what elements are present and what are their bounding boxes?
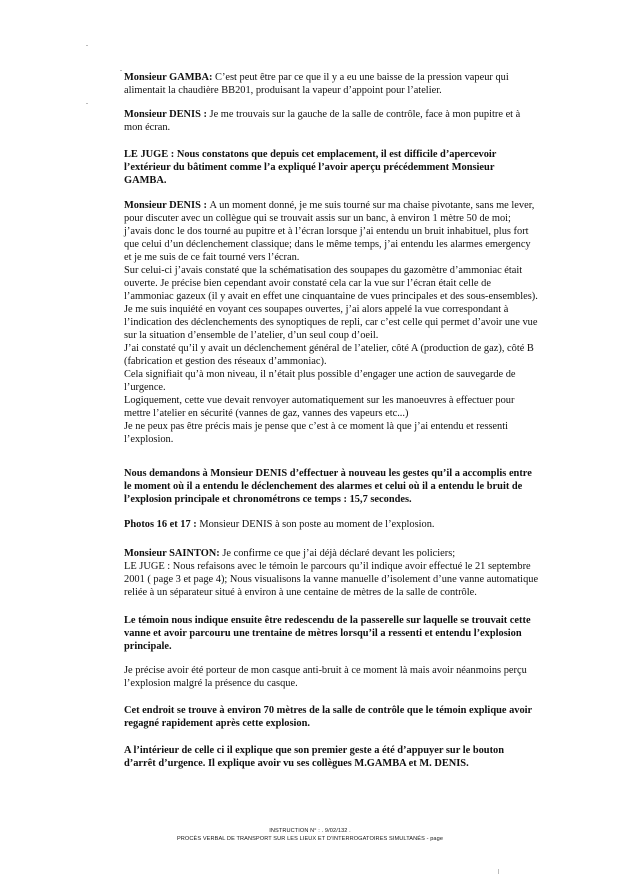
speaker-separator: : (200, 109, 210, 120)
text-line: le moment où il a entendu le déclenchement des alarmes et celui où il a entendu le bruit de (124, 481, 523, 492)
paragraph-denis-statement-1 (124, 108, 564, 134)
speaker-label: Photos 16 et 17 (124, 519, 191, 530)
text-line: Je me trouvais sur la gauche de la salle de contrôle, face à mon pupitre et à (209, 109, 521, 120)
scan-mark (498, 869, 499, 874)
text-line: 2001 ( page 3 et page 4); Nous visualisons la vanne manuelle d’isolement d’une vanne automatique (124, 574, 539, 585)
text-line: sur la situation d’ensemble de l’atelier, d’un seul coup d’oeil. (124, 330, 379, 341)
text-line: GAMBA. (124, 175, 167, 186)
text-line: Nous demandons à Monsieur DENIS d’effectuer à nouveau les gestes qu’il a accomplis entre (124, 468, 532, 479)
text-line: l’explosion principale et chronométrons ce temps : 15,7 secondes. (124, 494, 412, 505)
text-line: Sur celui-ci j’avais constaté que la schématisation des soupapes du gazomètre d’ammoniac était (124, 265, 523, 276)
text-line: reliée à un séparateur situé à environ à une centaine de mètres de la salle de contrôle. (124, 587, 477, 598)
text-line: (fabrication et gestion des réseaux d’ammoniac). (124, 356, 327, 367)
paragraph-emergency-stop (124, 744, 564, 770)
paragraph-judge-finding (124, 148, 564, 187)
paragraph-witness-route (124, 614, 564, 653)
speaker-label: Monsieur DENIS (124, 200, 201, 211)
text-line: LE JUGE : Nous constatons que depuis cet emplacement, il est difficile d’apercevoir (124, 149, 497, 160)
text-line: regagné rapidement après cette explosion. (124, 718, 310, 729)
text-line: Cela signifiait qu’à mon niveau, il n’était plus possible d’engager une action de sauvegarde de (124, 369, 516, 380)
footer-document-title: PROCÈS VERBAL DE TRANSPORT SUR LES LIEUX ET D’INTERROGATOIRES SIMULTANÉS - page (176, 836, 444, 842)
text-line: A un moment donné, je me suis tourné sur ma chaise pivotante, sans me lever, (209, 200, 535, 211)
speaker-separator: : (200, 200, 210, 211)
text-line: Je précise avoir été porteur de mon casque anti-bruit à ce moment là mais avoir néanmoins perçu (124, 665, 527, 676)
speaker-separator: : (216, 548, 223, 559)
text-line: mettre l’atelier en sécurité (vannes de gaz, vannes des vapeurs etc...) (124, 408, 409, 419)
text-line: Cet endroit se trouve à environ 70 mètres de la salle de contrôle que le témoin explique avoir (124, 705, 533, 716)
text-line: Je confirme ce que j’ai déjà déclaré devant les policiers; (222, 548, 456, 559)
paragraph-location-distance (124, 704, 564, 730)
scan-mark (86, 45, 88, 46)
paragraph-timing-measurement (124, 467, 564, 506)
text-line: d’arrêt d’urgence. Il explique avoir vu ses collègues M.GAMBA et M. DENIS. (124, 758, 469, 769)
speaker-label: Monsieur DENIS (124, 109, 201, 120)
speaker-label: Monsieur SAINTON (124, 548, 217, 559)
paragraph-sainton-statement (124, 547, 564, 599)
text-line: que celui d’un déclenchement classique; dans le même temps, j’ai entendu les alarmes emergency (124, 239, 531, 250)
text-line: l’extérieur du bâtiment comme l’a expliqué l’avoir aperçu précédemment Monsieur (124, 162, 495, 173)
text-line: l’urgence. (124, 382, 166, 393)
text-line: l’indication des déclenchements des synoptiques de repli, car c’est celle qui permet d’avoir une vue (124, 317, 538, 328)
text-line: vanne et avoir parcouru une trentaine de mètres lorsqu’il a ressenti et entendu l’explosion (124, 628, 522, 639)
text-line: Je ne peux pas être précis mais je pense que c’est à ce moment là que j’ai entendu et ressenti (124, 421, 509, 432)
speaker-separator: : (208, 72, 216, 83)
text-line: mon écran. (124, 122, 171, 133)
speaker-separator: : (190, 519, 200, 530)
text-line: C’est peut être par ce que il y a eu une baisse de la pression vapeur qui (215, 72, 509, 83)
text-line: principale. (124, 641, 172, 652)
text-line: l’explosion malgré la présence du casque. (124, 678, 298, 689)
text-line: l’explosion. (124, 434, 174, 445)
text-line: pour discuter avec un collègue qui se trouvait assis sur un banc, à environ 1 mètre 50 de moi; (124, 213, 511, 224)
scan-mark (120, 70, 122, 71)
text-line: LE JUGE : Nous refaisons avec le témoin le parcours qu’il indique avoir effectué le 21 septembre (124, 561, 531, 572)
paragraph-photos (124, 518, 564, 531)
text-line: l’ammoniac gazeux (il y avait en effet une cinquantaine de vues principales et des sous-ensembles). (124, 291, 538, 302)
speaker-label: Monsieur GAMBA (124, 72, 209, 83)
text-line: et je me suis de ce fait tourné vers l’écran. (124, 252, 300, 263)
paragraph-helmet (124, 664, 564, 690)
paragraph-denis-statement-2 (124, 199, 564, 446)
text-line: J’ai constaté qu’il y avait un déclenchement général de l’atelier, côté A (production de gaz), côté B (124, 343, 534, 354)
text-line: ouverte. Je précise bien cependant avoir constaté cela car la vue sur l’écran était celle de (124, 278, 491, 289)
scan-mark (86, 103, 88, 104)
text-line: Logiquement, cette vue devait renvoyer automatiquement sur les manoeuvres à effectuer pour (124, 395, 515, 406)
text-line: j’avais donc le dos tourné au pupitre et à l’écran lorsque j’ai entendu un bruit inhabituel, plus fort (124, 226, 529, 237)
text-line: Le témoin nous indique ensuite être redescendu de la passerelle sur laquelle se trouvait cette (124, 615, 531, 626)
footer-instruction-number: INSTRUCTION N° : . 9/02/132 . (269, 828, 351, 834)
text-line: Monsieur DENIS à son poste au moment de l’explosion. (199, 519, 435, 530)
paragraph-gamba-statement (124, 71, 564, 97)
text-line: Je me suis inquiété en voyant ces soupapes ouvertes, j’ai alors appelé la vue correspondant à (124, 304, 509, 315)
text-line: alimentait la chaudière BB201, produisant la vapeur d’appoint pour l’atelier. (124, 85, 442, 96)
text-line: A l’intérieur de celle ci il explique que son premier geste a été d’appuyer sur le bouton (124, 745, 505, 756)
